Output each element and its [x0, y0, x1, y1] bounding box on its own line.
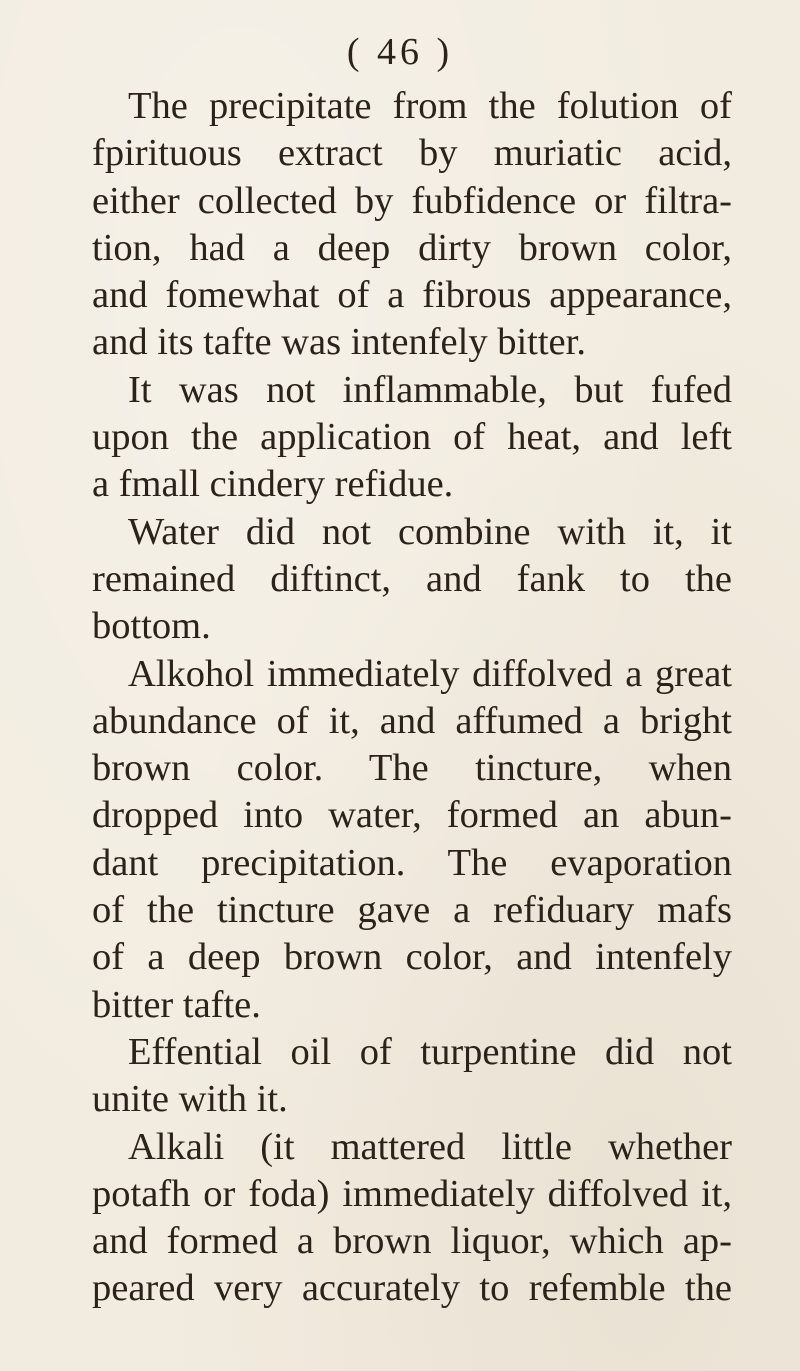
- text-line: remained diftinct, and fank to the: [92, 557, 732, 600]
- text-line: and its tafte was intenfely bitter.: [92, 321, 586, 364]
- text-line: upon the application of heat, and left: [92, 416, 732, 459]
- text-line: brown color. The tincture, when: [92, 747, 732, 790]
- page-number: ( 46 ): [346, 31, 454, 73]
- text-line: potafh or foda) immediately diffolved it,: [92, 1172, 732, 1215]
- text-line: Alkohol immediately diffolved a great: [128, 652, 732, 695]
- text-line: The precipitate from the folution of: [128, 85, 732, 127]
- text-line: Alkali (it mattered little whether: [128, 1125, 732, 1168]
- text-line: bottom.: [92, 605, 211, 648]
- text-line: Effential oil of turpentine did not: [128, 1030, 732, 1073]
- text-line: and formed a brown liquor, which ap-: [92, 1220, 732, 1263]
- text-line: of a deep brown color, and intenfely: [92, 936, 732, 979]
- text-line: and fomewhat of a fibrous appearance,: [92, 274, 732, 317]
- text-line: dropped into water, formed an abun-: [92, 794, 732, 837]
- text-line: unite with it.: [92, 1078, 288, 1121]
- text-line: Water did not combine with it, it: [128, 510, 732, 553]
- text-line: tion, had a deep dirty brown color,: [92, 226, 732, 269]
- text-line: dant precipitation. The evaporation: [92, 841, 732, 884]
- body-text: [92, 83, 732, 1313]
- text-line: a fmall cindery refidue.: [92, 463, 454, 506]
- text-line: fpirituous extract by muriatic acid,: [92, 132, 732, 175]
- text-line: of the tincture gave a refiduary mafs: [92, 889, 732, 932]
- text-line: bitter tafte.: [92, 983, 261, 1026]
- text-line: peared very accurately to refemble the: [92, 1267, 732, 1310]
- text-line: It was not inflammable, but fufed: [128, 368, 732, 411]
- text-line: either collected by fubfidence or filtra-: [92, 179, 732, 222]
- text-line: abundance of it, and affumed a bright: [92, 699, 732, 742]
